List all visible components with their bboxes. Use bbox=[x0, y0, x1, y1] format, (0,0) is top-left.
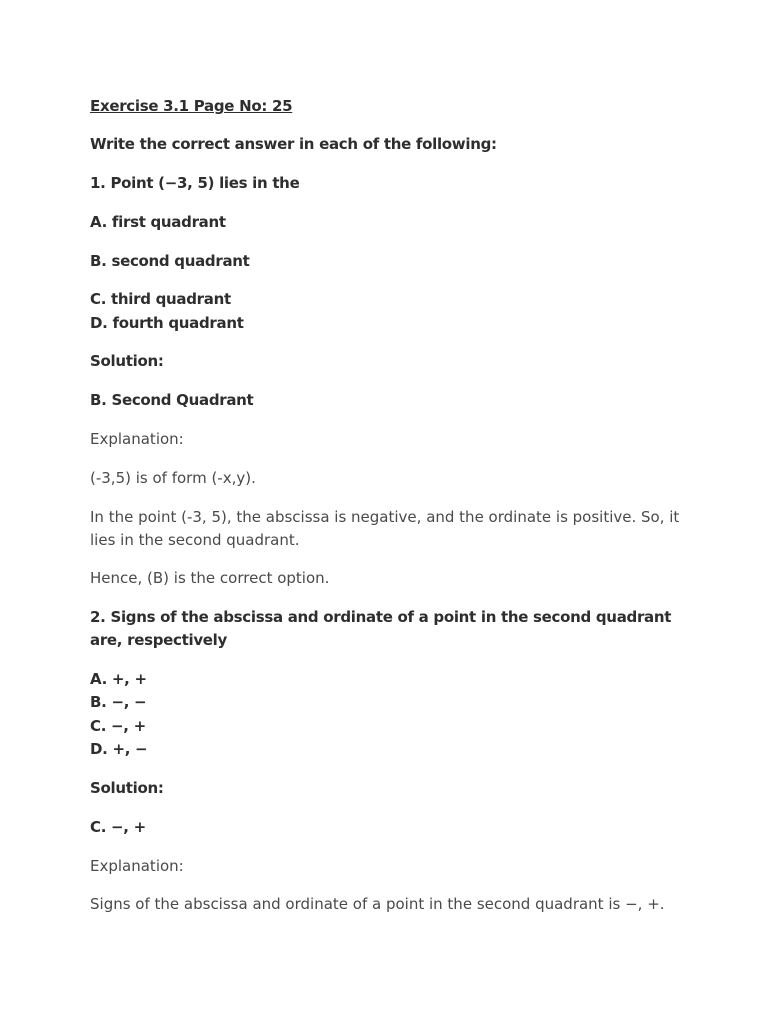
q1-option-b: B. second quadrant bbox=[90, 252, 250, 270]
q2-answer: C. −, + bbox=[90, 818, 146, 836]
q1-option-c: C. third quadrant bbox=[90, 290, 231, 308]
q2-solution-label: Solution: bbox=[90, 779, 164, 797]
q2-option-d: D. +, − bbox=[90, 740, 148, 758]
instruction-text: Write the correct answer in each of the following: bbox=[90, 135, 497, 153]
exercise-heading: Exercise 3.1 Page No: 25 bbox=[90, 97, 293, 115]
q1-question: 1. Point (−3, 5) lies in the bbox=[90, 174, 300, 192]
q2-option-b: B. −, − bbox=[90, 693, 147, 711]
q2-explanation-label: Explanation: bbox=[90, 857, 184, 875]
q2-explanation-line-1: Signs of the abscissa and ordinate of a point in the second quadrant is −, +. bbox=[90, 895, 665, 913]
q1-option-d: D. fourth quadrant bbox=[90, 314, 244, 332]
q1-answer: B. Second Quadrant bbox=[90, 391, 254, 409]
q1-solution-label: Solution: bbox=[90, 352, 164, 370]
q1-explanation-line-1: (-3,5) is of form (-x,y). bbox=[90, 469, 256, 487]
q2-question: 2. Signs of the abscissa and ordinate of a point in the second quadrant are, respectively bbox=[90, 608, 672, 649]
q1-explanation-line-3: Hence, (B) is the correct option. bbox=[90, 569, 330, 587]
q2-option-a: A. +, + bbox=[90, 670, 147, 688]
q2-option-c: C. −, + bbox=[90, 717, 146, 735]
q1-explanation-label: Explanation: bbox=[90, 430, 184, 448]
q1-explanation-line-2: In the point (-3, 5), the abscissa is negative, and the ordinate is positive. So, it lies in the second quadrant. bbox=[90, 508, 680, 549]
q1-option-a: A. first quadrant bbox=[90, 213, 226, 231]
